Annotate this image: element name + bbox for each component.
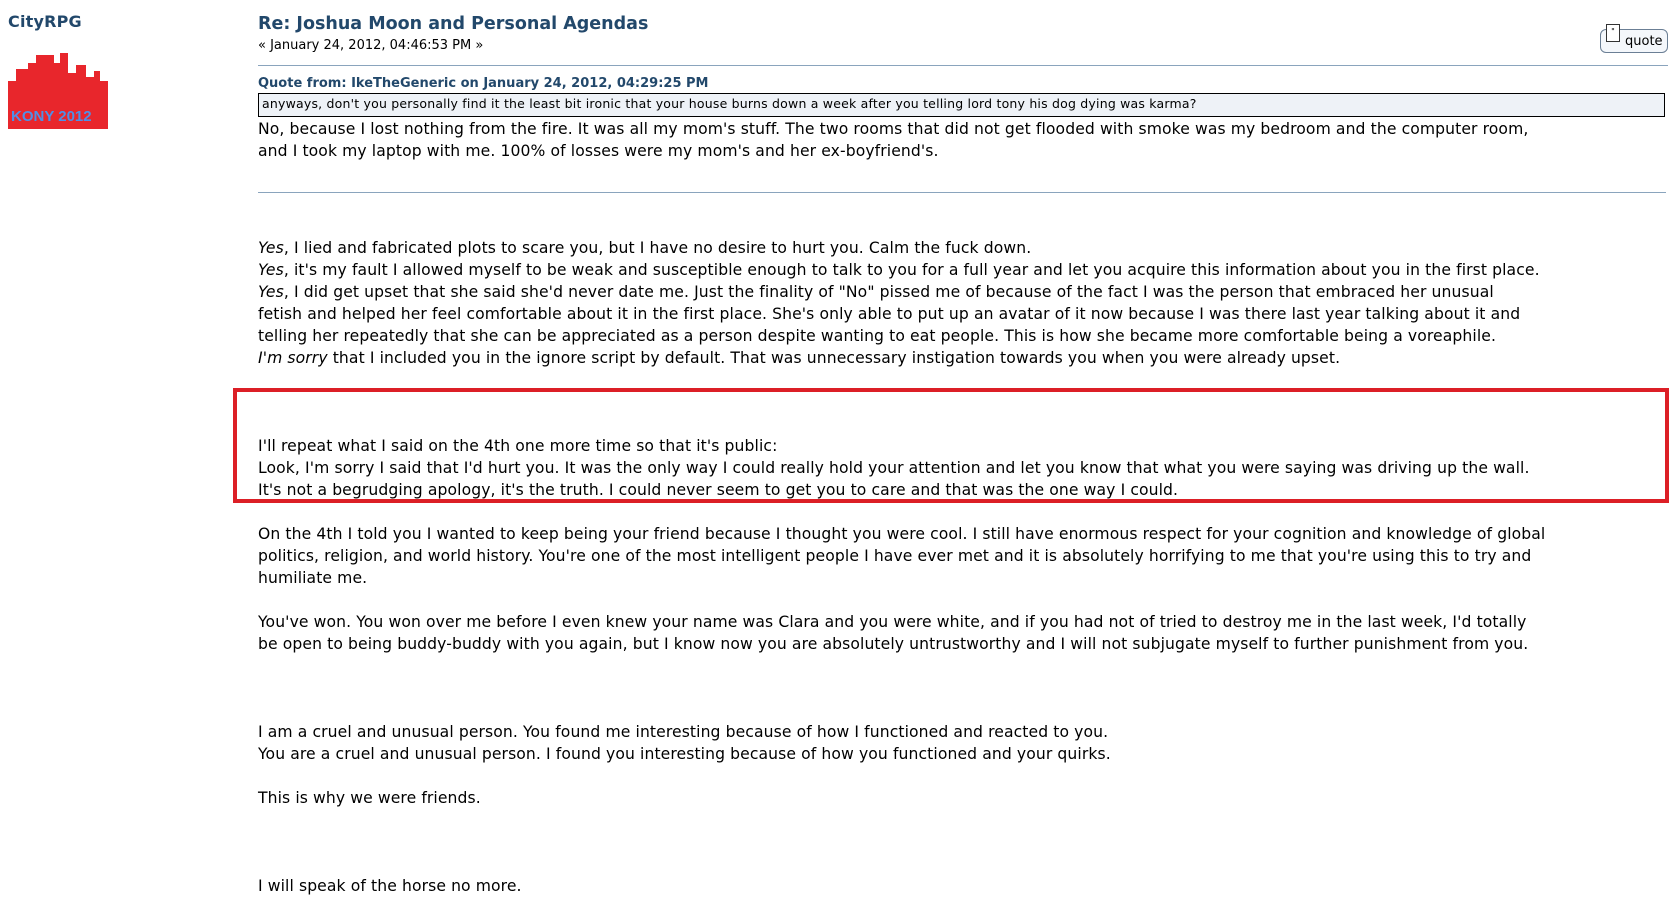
forum-post xyxy=(258,14,1668,895)
avatar xyxy=(8,51,108,129)
quote-button-label: quote xyxy=(1625,34,1663,49)
apology-line: fetish and helped her feel comfortable about it in the first place. She's only able to put up an avatar of it now because I was there last year talking about it and xyxy=(258,305,1521,323)
apology-line: telling her repeatedly that she can be appreciated as a person despite wanting to eat people. This is how she became more comfortable being a voreaphile. xyxy=(258,327,1497,345)
fourth-line: On the 4th I told you I wanted to keep being your friend because I thought you were cool. I still have enormous respect for your cognition and knowledge of global xyxy=(258,525,1546,543)
reply-line: and I took my laptop with me. 100% of losses were my mom's and her ex-boyfriend's. xyxy=(258,142,939,160)
post-body xyxy=(258,118,1666,897)
reply-line: No, because I lost nothing from the fire. It was all my mom's stuff. The two rooms that did not get flooded with smoke was my bedroom and the computer room, xyxy=(258,120,1529,138)
apology-line: Yes, I did get upset that she said she'd never date me. Just the finality of "No" pissed me of because of the fact I was the person that embraced her unusual xyxy=(258,283,1494,301)
repeat-line: Look, I'm sorry I said that I'd hurt you. It was the only way I could really hold your attention and let you know that what you were saying was driving up the wall. xyxy=(258,459,1530,477)
apology-line: Yes, I lied and fabricated plots to scare you, but I have no desire to hurt you. Calm the fuck down. xyxy=(258,239,1032,257)
apology-line: I'm sorry that I included you in the ignore script by default. That was unnecessary instigation towards you when you were already upset. xyxy=(258,349,1341,367)
post-subject[interactable]: Re: Joshua Moon and Personal Agendas xyxy=(258,14,649,34)
quote-header[interactable]: Quote from: IkeTheGeneric on January 24, 2012, 04:29:25 PM xyxy=(258,76,709,91)
apology-line: Yes, it's my fault I allowed myself to be weak and susceptible enough to talk to you for a full year and let you acquire this information about you in the first place. xyxy=(258,261,1540,279)
won-line: be open to being buddy-buddy with you again, but I know now you are absolutely untrustworthy and I will not subjugate myself to further punishment from you. xyxy=(258,635,1529,653)
avatar-caption: KONY 2012 xyxy=(11,108,92,125)
poster-username[interactable]: CityRPG xyxy=(8,12,82,31)
quote-text: anyways, don't you personally find it the least bit ironic that your house burns down a week after you telling lord tony his dog dying was karma? xyxy=(258,93,1665,117)
friends-line: This is why we were friends. xyxy=(258,789,481,807)
poster-info xyxy=(8,12,168,129)
quote-button[interactable] xyxy=(1600,29,1668,53)
quote-document-icon: " xyxy=(1606,24,1620,42)
highlight-annotation-box xyxy=(233,388,1669,503)
cruel-line: You are a cruel and unusual person. I found you interesting because of how you functioned and your quirks. xyxy=(258,745,1111,763)
fourth-line: politics, religion, and world history. You're one of the most intelligent people I have ever met and it is absolutely horrifying to me that you're using this to try and xyxy=(258,547,1532,565)
repeat-line: I'll repeat what I said on the 4th one more time so that it's public: xyxy=(258,437,778,455)
won-line: You've won. You won over me before I even knew your name was Clara and you were white, and if you had not of tried to destroy me in the last week, I'd totally xyxy=(258,613,1527,631)
cruel-line: I am a cruel and unusual person. You found me interesting because of how I functioned and reacted to you. xyxy=(258,723,1109,741)
repeat-line: It's not a begrudging apology, it's the truth. I could never seem to get you to care and that was the one way I could. xyxy=(258,481,1179,499)
horse-line: I will speak of the horse no more. xyxy=(258,877,522,895)
post-date: « January 24, 2012, 04:46:53 PM » xyxy=(258,38,484,53)
header-divider xyxy=(258,65,1668,66)
fourth-line: humiliate me. xyxy=(258,569,368,587)
